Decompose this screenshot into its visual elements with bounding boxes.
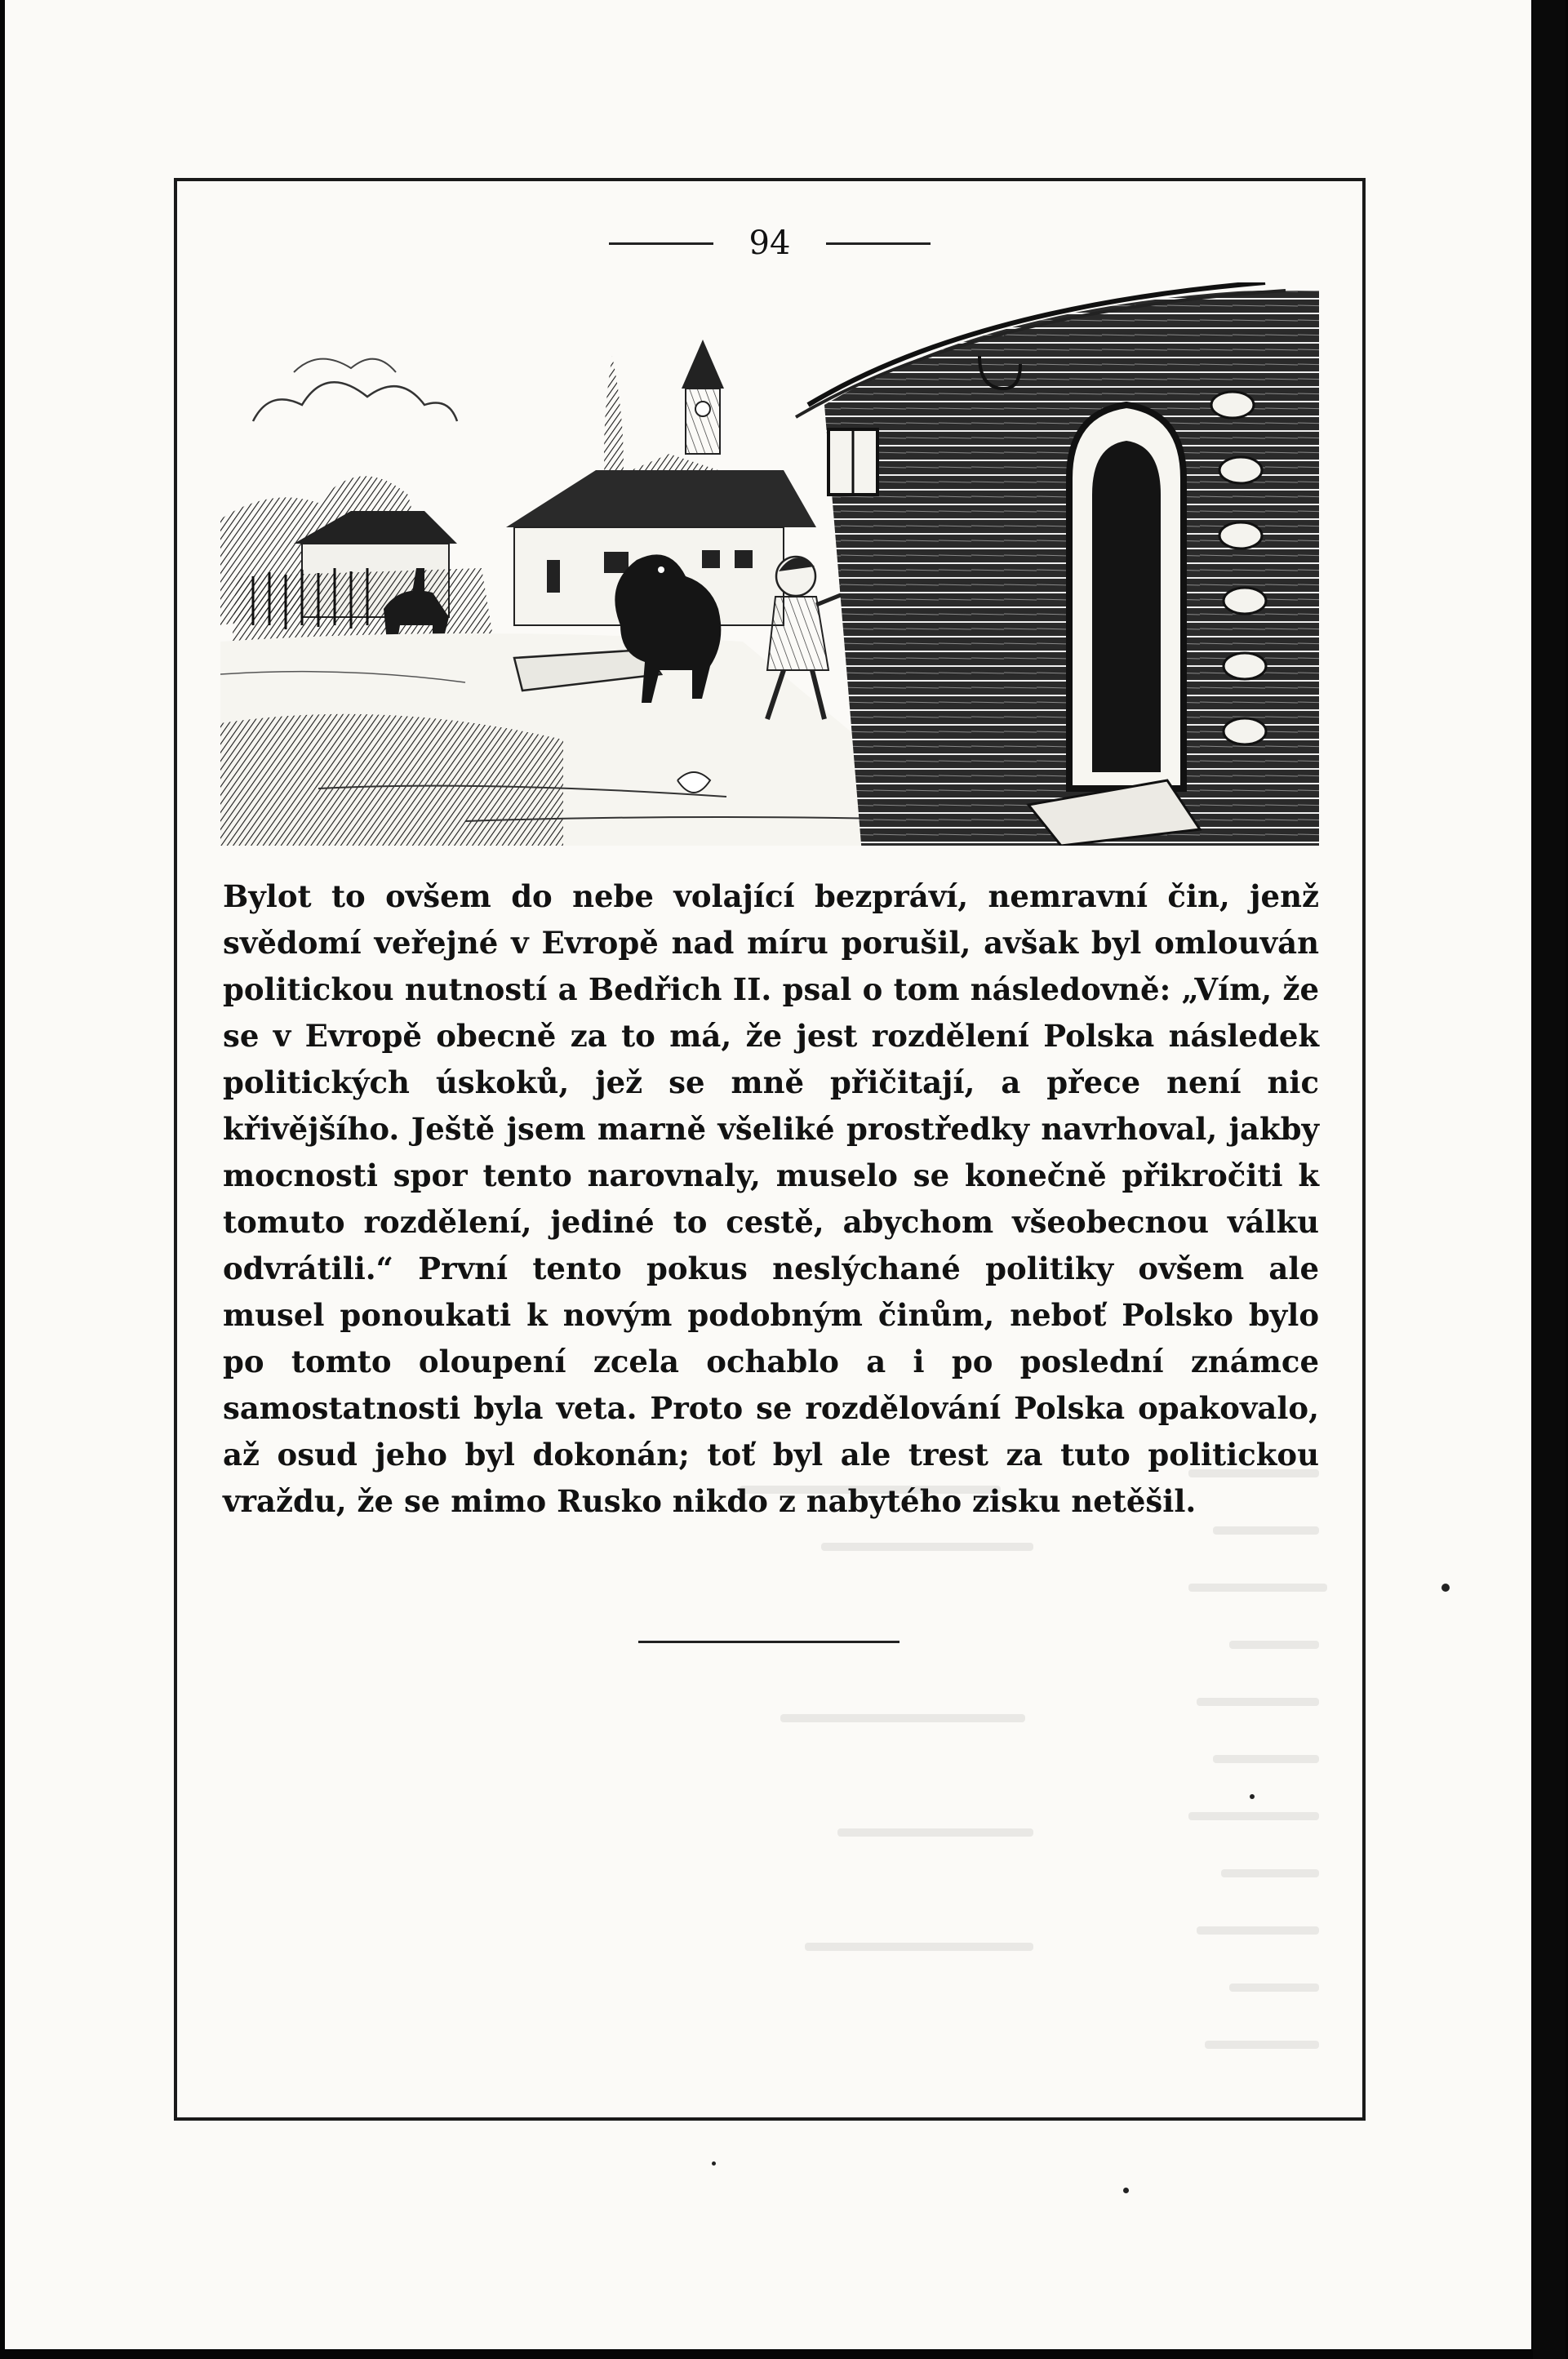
page-number-rule-right [826, 242, 931, 245]
scan-right-edge [1533, 0, 1566, 2359]
page-header [174, 219, 1366, 268]
page-number: 94 [748, 224, 791, 262]
body-paragraph: Bylot to ovšem do nebe volající bezpráví, nemravní čin, jenž svědomí veřejné v Evropě nad míru porušil, avšak byl omlouván politickou nutností a Bedřich II. psal o tom následovně: „Vím, že se v Evropě obecně za to má, že jest rozdělení Polska následek politických úskoků, jež se mně přičitají, a přece není nic křivějšího. Ještě jsem marně všeliké prostředky navrhoval, jakby mocnosti spor tento narovnaly, muselo se konečně přikročiti k tomuto rozdělení, jediné to cestě, abychom všeobecnou válku odvrátili.“ První tento pokus neslýchané politiky ovšem ale musel ponoukati k novým podobným činům, neboť Polsko bylo po tomto oloupení zcela ochablo a i po poslední známce samostatnosti byla veta. Proto se rozdělování Polska opakovalo, až osud jeho byl dokonán; toť byl ale trest za tuto politickou vraždu, že se mimo Rusko nikdo z nabytého zisku netěšil. [223, 878, 1319, 1519]
section-end-rule [638, 1641, 899, 1643]
page-number-rule-left [609, 242, 713, 245]
village-scene-engraving-icon [220, 282, 1319, 846]
body-text [223, 873, 1319, 1525]
